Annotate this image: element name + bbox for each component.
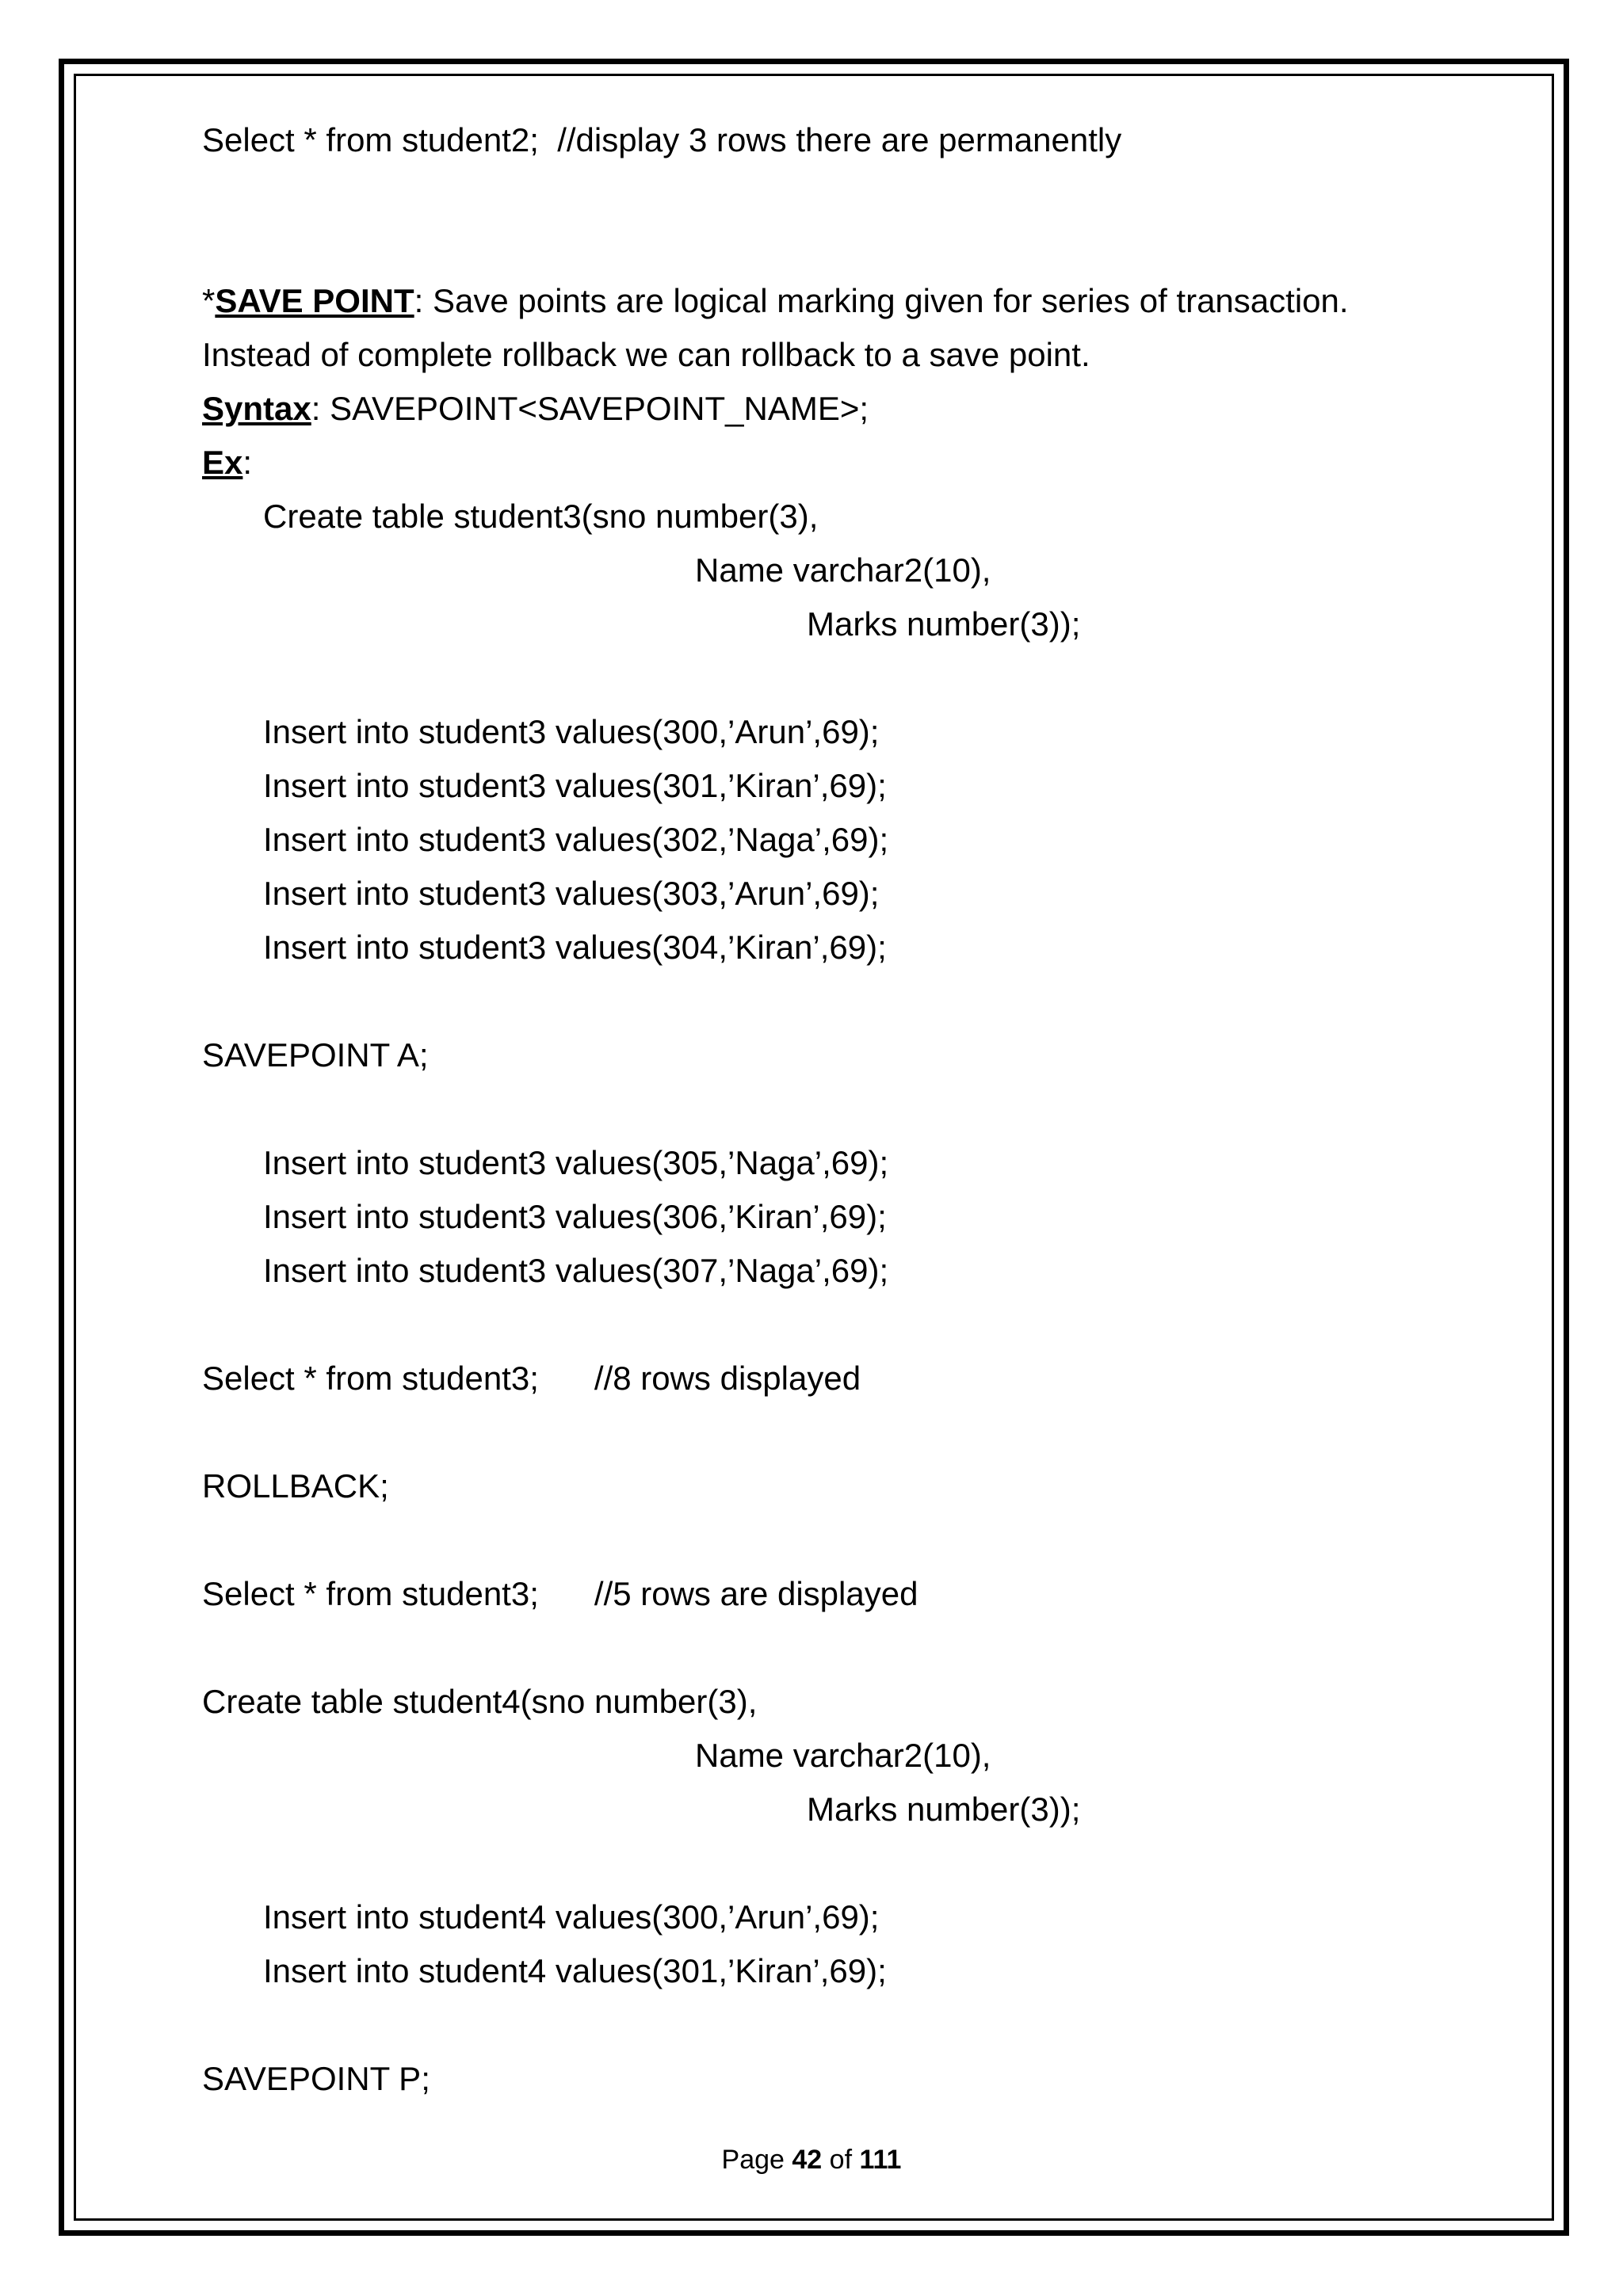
code-line: ROLLBACK; — [202, 1467, 389, 1505]
code-line: SAVEPOINT A; — [202, 1036, 429, 1074]
code-line: Insert into student3 values(307,’Naga’,69); — [263, 1252, 889, 1289]
code-line: Insert into student3 values(301,’Kiran’,69); — [263, 767, 887, 804]
savepoint-prefix: * — [202, 282, 216, 319]
code-line: SAVEPOINT P; — [202, 2060, 430, 2097]
footer-page-total: 111 — [859, 2145, 902, 2175]
code-line: Insert into student4 values(301,’Kiran’,69); — [263, 1952, 887, 1989]
savepoint-heading: SAVE POINT — [215, 282, 414, 319]
code-line: Marks number(3)); — [807, 1791, 1081, 1828]
code-line: Insert into student4 values(300,’Arun’,69); — [263, 1898, 880, 1936]
syntax-line — [202, 389, 869, 429]
code-line: Insert into student3 values(304,’Kiran’,69); — [263, 929, 887, 966]
example-colon: : — [242, 444, 253, 481]
code-line: Insert into student3 values(305,’Naga’,69); — [263, 1144, 889, 1181]
savepoint-description: : Save points are logical marking given for series of transaction. — [414, 282, 1349, 319]
syntax-label: Syntax — [202, 390, 311, 427]
code-line: Select * from student3; //5 rows are displayed — [202, 1575, 918, 1612]
code-line: Create table student4(sno number(3), — [202, 1683, 758, 1720]
page-footer — [0, 2144, 1623, 2176]
text-line: Select * from student2; //display 3 rows there are permanently — [202, 121, 1122, 158]
footer-of-word: of — [822, 2145, 860, 2175]
example-line — [202, 443, 252, 482]
footer-page-number: 42 — [792, 2145, 823, 2175]
code-line: Insert into student3 values(303,’Arun’,69); — [263, 875, 880, 912]
example-label: Ex — [202, 444, 243, 481]
code-line: Name varchar2(10), — [695, 551, 991, 589]
text-line: Instead of complete rollback we can rollback to a save point. — [202, 336, 1090, 373]
savepoint-definition — [202, 281, 1349, 321]
code-line: Insert into student3 values(300,’Arun’,69); — [263, 713, 880, 750]
code-line: Select * from student3; //8 rows displayed — [202, 1360, 861, 1397]
footer-page-word: Page — [721, 2145, 792, 2175]
syntax-text: : SAVEPOINT<SAVEPOINT_NAME>; — [311, 390, 869, 427]
code-line: Marks number(3)); — [807, 605, 1081, 643]
code-line: Insert into student3 values(302,’Naga’,69); — [263, 821, 889, 858]
code-line: Create table student3(sno number(3), — [263, 498, 819, 535]
code-line: Name varchar2(10), — [695, 1737, 991, 1774]
code-line: Insert into student3 values(306,’Kiran’,69); — [263, 1198, 887, 1235]
